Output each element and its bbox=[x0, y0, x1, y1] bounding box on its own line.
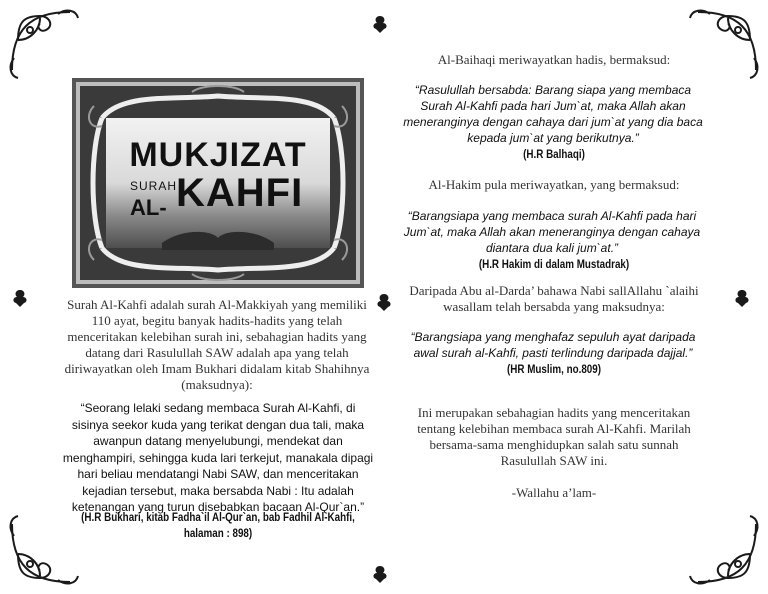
right-source-muslim: (HR Muslim, no.809) bbox=[506, 362, 602, 376]
signoff-text: -Wallahu a’lam- bbox=[511, 485, 597, 500]
cover-title-kahfi: KAHFI bbox=[176, 171, 304, 215]
left-hadith-source: (H.R Bukhari, kitab Fadha`il Al-Qur`an, bab Fadhil Al-Kahfi, halaman : 898) bbox=[81, 510, 355, 540]
ornament-accent-mid bbox=[377, 294, 390, 311]
right-quote-baihaqi: “Rasulullah bersabda: Barang siapa yang membaca Surah Al-Kahfi pada hari Jum`at, maka Allah akan meneranginya dengan cahaya dari jum`at yang dia baca kepada jum`at yang berikutnya.” bbox=[403, 83, 703, 145]
right-intro-hakim: Al-Hakim pula meriwayatkan, yang bermaksud: bbox=[428, 177, 680, 192]
right-intro-darda: Daripada Abu al-Darda’ bahawa Nabi sallAllahu `alaihi wasallam telah bersabda yang maksudnya: bbox=[409, 283, 699, 314]
right-source-hakim: (H.R Hakim di dalam Mustadrak) bbox=[478, 257, 630, 271]
right-quote-hakim: “Barangsiapa yang membaca surah Al-Kahfi pada hari Jum`at, maka Allah akan meneranginya dengan cahaya diantara dua kali jum`at.” bbox=[403, 209, 701, 255]
ornament-top-left bbox=[11, 11, 78, 78]
cover-title-mukjizat: MUKJIZAT bbox=[129, 136, 307, 174]
ornament-accent-bm bbox=[373, 566, 386, 583]
ornament-accent-r bbox=[735, 290, 748, 307]
left-hadith-quote: “Seorang lelaki sedang membaca Surah Al-Kahfi, di sisinya seekor kuda yang terikat dengan dua tali, maka awanpun datang menyelubungi, mendekat dan menghampiri, sehingga kuda lari terkejut, manakala dipagi hari beliau mendatangi Nabi SAW, dan menceritakan kejadian tersebut, maka bersabda Nabi : Itu adalah ketenangan yang turun disebabkan bacaan Al-Qur`an.” bbox=[62, 401, 374, 514]
right-intro-baihaqi: Al-Baihaqi meriwayatkan hadis, bermaksud: bbox=[437, 52, 671, 67]
right-quote-muslim: “Barangsiapa yang menghafaz sepuluh ayat daripada awal surah al-Kahfi, pasti terlindung daripada dajjal.” bbox=[410, 330, 696, 360]
right-source-baihaqi: (H.R Balhaqi) bbox=[523, 147, 585, 161]
ornament-bottom-left bbox=[11, 516, 78, 583]
cover-image bbox=[72, 78, 364, 288]
ornament-accent-tl bbox=[373, 16, 386, 33]
cover-surah-label: SURAH bbox=[130, 179, 178, 193]
closing-paragraph: Ini merupakan sebahagian hadits yang menceritakan tentang kelebihan membaca surah Al-Kahfi. Marilah bersama-sama menghidupkan salah satu sunnah Rasulullah SAW ini. bbox=[417, 405, 691, 468]
left-intro-paragraph: Surah Al-Kahfi adalah surah Al-Makkiyah yang memiliki 110 ayat, begitu banyak hadits-hadits yang telah menceritakan kelebihan surah ini, sebahagian hadits yang datang dari Rasulullah SAW adalah apa yang telah diriwayatkan oleh Imam Bukhari didalam kitab Shahihnya (maksudnya): bbox=[64, 297, 370, 392]
cover-al-label: AL- bbox=[130, 195, 167, 220]
ornament-accent-l bbox=[13, 290, 26, 307]
ornament-bottom-right bbox=[690, 516, 757, 583]
